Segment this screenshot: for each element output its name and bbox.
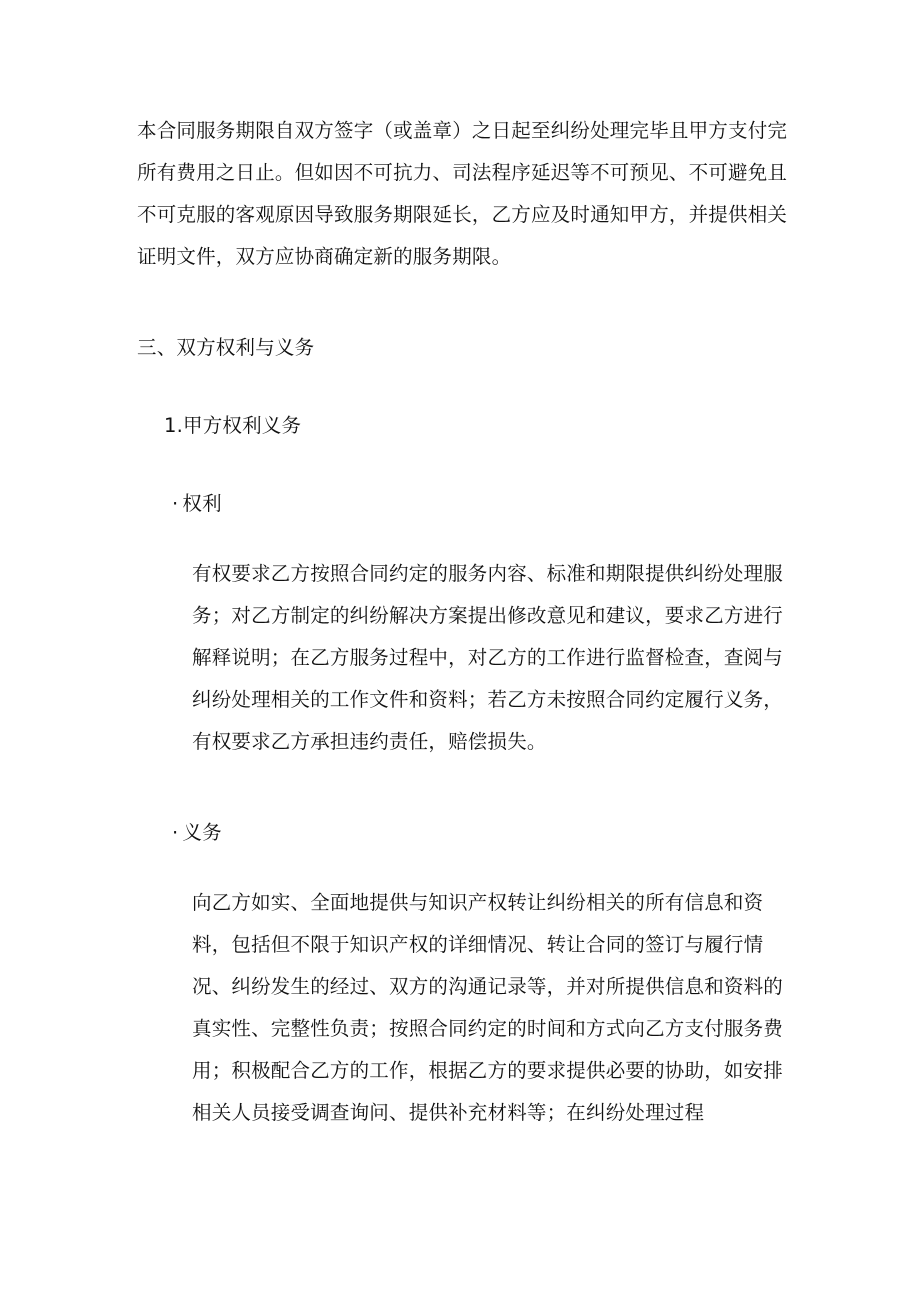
rights-paragraph: 有权要求乙方按照合同约定的服务内容、标准和期限提供纠纷处理服务；对乙方制定的纠纷解决方案提出修改意见和建议，要求乙方进行解释说明；在乙方服务过程中，对乙方的工作进行监督检查，查阅与纠纷处理相关的工作文件和资料；若乙方未按照合同约定履行义务，有权要求乙方承担违约责任，赔偿损失。 — [192, 562, 784, 753]
duties-bullet — [172, 812, 772, 854]
duties-paragraph: 向乙方如实、全面地提供与知识产权转让纠纷相关的所有信息和资料，包括但不限于知识产权的详细情况、转让合同的签订与履行情况、纠纷发生的经过、双方的沟通记录等，并对所提供信息和资料的真实性、完整性负责；按照合同约定的时间和方式向乙方支付服务费用；积极配合乙方的工作，根据乙方的要求提供必要的协助，如安排相关人员接受调查询问、提供补充材料等；在纠纷处理过程 — [192, 891, 784, 1124]
rights-heading: 权利 — [182, 492, 222, 515]
section-3-heading: 三、双方权利与义务 — [137, 336, 315, 359]
subsection-1-heading: 1.甲方权利义务 — [164, 414, 302, 437]
service-term-paragraph: 本合同服务期限自双方签字（或盖章）之日起至纠纷处理完毕且甲方支付完所有费用之日止。但如因不可抗力、司法程序延迟等不可预见、不可避免且不可克服的客观原因导致服务期限延长，乙方应及时通知甲方，并提供相关证明文件，双方应协商确定新的服务期限。 — [137, 119, 788, 268]
rights-bullet — [172, 483, 772, 525]
bullet-dot-icon: · — [172, 821, 179, 844]
bullet-dot-icon: · — [172, 492, 179, 515]
duties-heading: 义务 — [182, 821, 222, 844]
